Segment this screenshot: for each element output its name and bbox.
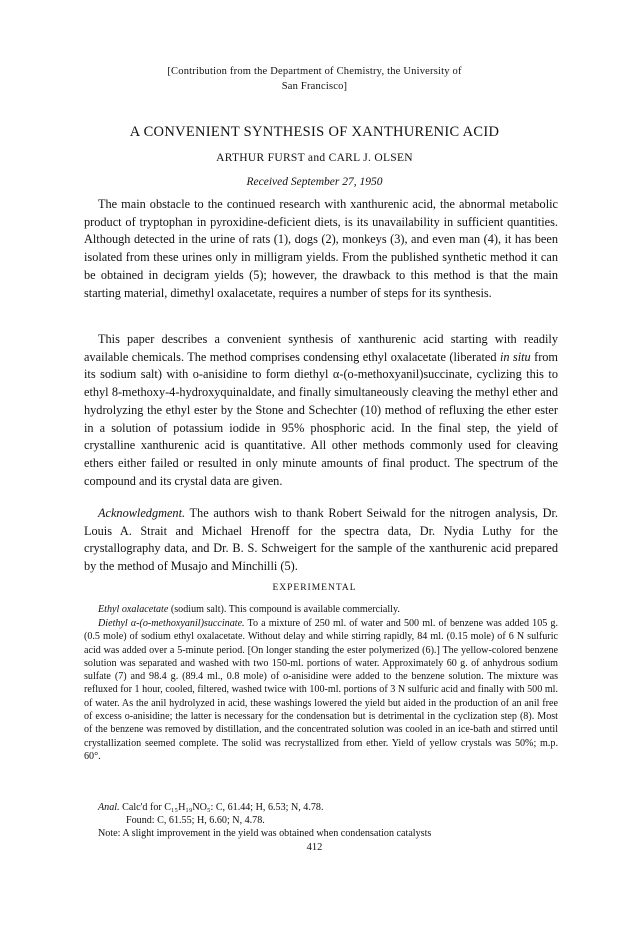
- experimental-oxalacetate: [84, 603, 558, 616]
- experimental-succinate: [84, 617, 558, 763]
- paper-title: A CONVENIENT SYNTHESIS OF XANTHURENIC ACID: [129, 124, 500, 140]
- note-text: Note: A slight improvement in the yield was obtained when condensation catalysts: [98, 828, 432, 839]
- analysis-calculated: [84, 801, 558, 814]
- analysis-calculated-text: Calc'd for C₁₅H₁₉NO₅: C, 61.44; H, 6.53; N, 4.78.: [119, 802, 324, 813]
- affiliation-line-1: [Contribution from the Department of Chemistry, the University of: [167, 66, 462, 77]
- affiliation: [60, 64, 569, 94]
- oxalacetate-text: (sodium salt). This compound is available commercially.: [168, 604, 400, 615]
- succinate-text: To a mixture of 250 ml. of water and 500 ml. of benzene was added 105 g. (0.5 mole) of sodium ethyl oxalacetate. Without delay and while stirring rapidly, 84 ml. (0.15 mole) of 6 N sulfuric acid was added over a 5-minute period. [On longer standing the ester polymerized (6).] The yellow-colored benzene solution was separated and washed with two 150-ml. portions of water. Approximately 60 g. of anhydrous sodium sulfate (7) and 98.4 g. (89.4 ml., 0.8 mole) of o-anisidine were added to the benzene solution. The mixture was refluxed for 1 hour, cooled, filtered, washed twice with 100-ml. portions of 3 N sulfuric acid and finally with 500 ml. of water. As the anil hydrolyzed in acid, these washings lowered the yield but aided in the production of an anil free of excess o-anisidine; the latter is necessary for the condensation but is detrimental in the cyclization step (8). Most of the benzene was removed by distillation, and the concentrated solution was cooled in an ice-bath and stirred until crystallization seemed complete. The solid was recrystallized from ether. Yield of yellow crystals was 50%; m.p. 60°.: [84, 618, 558, 762]
- acknowledgment-paragraph: [84, 505, 558, 576]
- affiliation-line-2: San Francisco]: [281, 81, 348, 92]
- intro-text: The main obstacle to the continued research with xanthurenic acid, the abnormal metabolic product of tryptophan in pyroxidine-deficient diets, is its unavailability in sufficient quantities. Although detected in the urine of rats (1), dogs (2), monkeys (3), and even man (4), it has been isolated from these urines only in milligram yields. From the published synthetic method it can be obtained in decigram yields (5); however, the drawback to this method is that the main starting material, dimethyl oxalacetate, requires a number of steps for its synthesis.: [84, 197, 558, 300]
- method-paragraph: [84, 331, 558, 490]
- in-situ-term: in situ: [499, 349, 531, 364]
- method-text-b: from its sodium salt) with o-anisidine to form diethyl α-(o-methoxyanil)succinate, cyclizing this to ethyl 8-methoxy-4-hydroxyquinaldate, and finally simultaneously cleaving the methyl ether and hydrolyzing the ethyl ester by the Stone and Schechter (10) method of refluxing the ether ester in a solution of potassium iodide in 95% phosphoric acid. In the final step, the yield of crystalline xanthurenic acid is quantitative. All other methods commonly used for cleaving ethers either failed or resulted in only minute amounts of final product. The spectrum of the compound and its crystal data are given.: [84, 349, 558, 488]
- acknowledgment-text: The authors wish to thank Robert Seiwald for the nitrogen analysis, Dr. Louis A. Strait and Michael Hrenoff for the spectra data, Dr. Nydia Luthy for the crystallography data, and Dr. B. S. Schweigert for the sample of the xanthurenic acid prepared by the method of Musajo and Minchilli (5).: [84, 506, 558, 574]
- paper-authors: ARTHUR FURST and CARL J. OLSEN: [216, 152, 413, 164]
- acknowledgment-label: Acknowledgment.: [98, 506, 186, 520]
- analysis-label: Anal.: [98, 802, 120, 813]
- page-number: 412: [306, 842, 323, 853]
- experimental-note: [84, 827, 558, 840]
- analysis-found: [84, 814, 558, 827]
- received-date: Received September 27, 1950: [246, 176, 383, 188]
- experimental-heading: EXPERIMENTAL: [272, 583, 357, 593]
- intro-paragraph: [84, 196, 558, 302]
- analysis-found-text: Found: C, 61.55; H, 6.60; N, 4.78.: [126, 815, 265, 826]
- oxalacetate-label: Ethyl oxalacetate: [98, 604, 169, 615]
- method-text-a: This paper describes a convenient synthesis of xanthurenic acid starting with readily available chemicals. The method comprises condensing ethyl oxalacetate (liberated: [84, 332, 558, 364]
- succinate-label: Diethyl α-(o-methoxyanil)succinate.: [98, 618, 245, 629]
